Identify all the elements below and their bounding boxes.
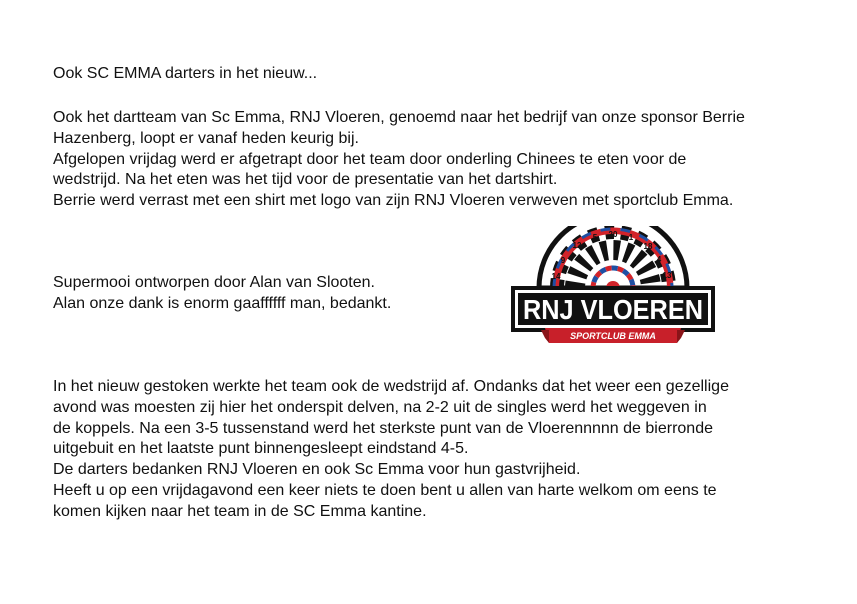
title-text: Ook SC EMMA darters in het nieuw... xyxy=(53,65,318,82)
match-report-paragraph xyxy=(53,377,729,523)
match-line: De darters bedanken RNJ Vloeren en ook Sc Emma voor hun gastvrijheid. xyxy=(53,461,581,479)
intro-line: Ook het dartteam van Sc Emma, RNJ Vloeren, genoemd naar het bedrijf van onze sponsor Berrie xyxy=(53,109,745,126)
intro-line: Berrie werd verrast met een shirt met logo van zijn RNJ Vloeren verweven met sportclub Emma. xyxy=(53,192,734,210)
logo-subtitle-text: SPORTCLUB EMMA xyxy=(570,331,656,341)
intro-line: Afgelopen vrijdag werd er afgetrapt door het team door onderling Chinees te eten voor de xyxy=(53,150,687,168)
design-line: Supermooi ontworpen door Alan van Slooten. xyxy=(53,274,375,291)
dart-number: 13 xyxy=(662,271,672,280)
dart-number: 5 xyxy=(592,233,598,242)
match-line: uitgebuit en het laatste punt binnengesleept eindstand 4-5. xyxy=(53,440,469,458)
match-line: Heeft u op een vrijdagavond een keer niets te doen bent u allen van harte welkom om eens te xyxy=(53,481,717,499)
match-line: In het nieuw gestoken werkte het team ook de wedstrijd af. Ondanks dat het weer een gezellige xyxy=(53,378,729,395)
design-line: Alan onze dank is enorm gaaffffff man, bedankt. xyxy=(53,294,392,312)
intro-paragraph xyxy=(53,108,745,212)
match-line: de koppels. Na een 3-5 tussenstand werd het sterkste punt van de Vloerennnnn de bierronde xyxy=(53,419,713,437)
dart-number: 12 xyxy=(572,241,582,250)
intro-line: Hazenberg, loopt er vanaf heden keurig bij. xyxy=(53,129,359,147)
design-credit-paragraph xyxy=(53,273,391,315)
dart-number: 9 xyxy=(560,256,566,265)
dart-number: 1 xyxy=(628,233,634,242)
dart-number: 18 xyxy=(643,242,653,251)
dart-number: 20 xyxy=(608,230,618,239)
article-title xyxy=(53,64,317,85)
match-line: avond was moesten zij hier het onderspit delven, na 2-2 uit de singles werd het weggeven in xyxy=(53,398,707,416)
dart-number: 14 xyxy=(551,272,561,281)
intro-line: wedstrijd. Na het eten was het tijd voor de presentatie van het dartshirt. xyxy=(53,171,558,189)
logo-brand-text: RNJ VLOEREN xyxy=(523,294,703,325)
dart-number: 4 xyxy=(656,255,662,264)
rnj-vloeren-logo xyxy=(505,226,721,352)
match-line: komen kijken naar het team in de SC Emma kantine. xyxy=(53,502,427,520)
